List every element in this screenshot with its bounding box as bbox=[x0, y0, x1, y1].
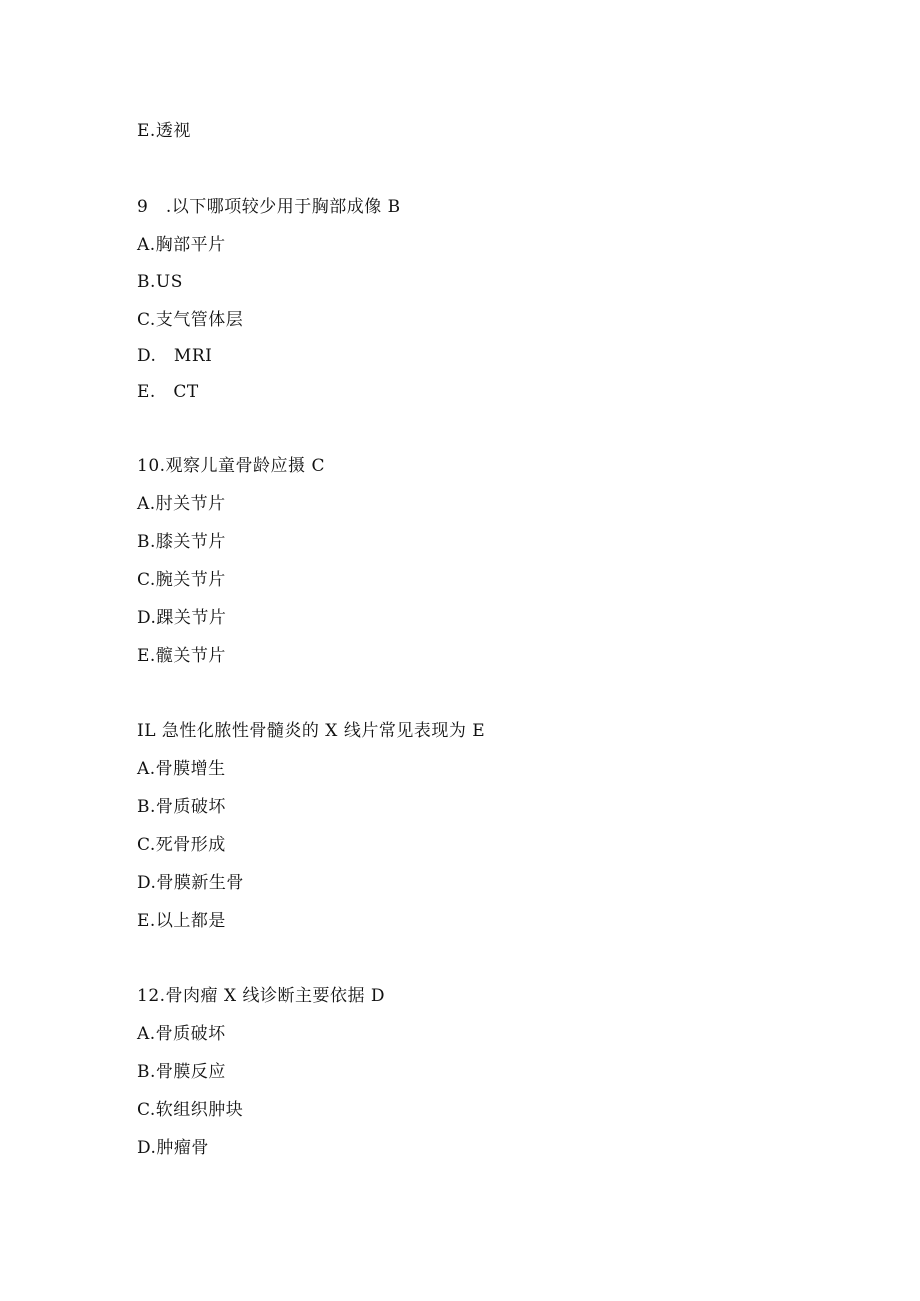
question-9-option-d: D. MRI bbox=[137, 346, 213, 366]
question-11-option-d: D.骨膜新生骨 bbox=[137, 873, 244, 893]
question-11-option-e: E.以上都是 bbox=[137, 911, 226, 931]
question-10-stem: 10.观察儿童骨龄应摄 C bbox=[137, 456, 325, 476]
question-12-option-a: A.骨质破坏 bbox=[137, 1024, 226, 1044]
question-10-option-e: E.髋关节片 bbox=[137, 646, 226, 666]
question-9-option-a: A.胸部平片 bbox=[137, 235, 226, 255]
question-11-option-b: B.骨质破坏 bbox=[137, 797, 226, 817]
question-12-stem: 12.骨肉瘤 X 线诊断主要依据 D bbox=[137, 986, 385, 1006]
question-12-option-d: D.肿瘤骨 bbox=[137, 1138, 209, 1158]
question-12-option-c: C.软组织肿块 bbox=[137, 1100, 244, 1120]
question-10-option-c: C.腕关节片 bbox=[137, 570, 226, 590]
question-10-option-a: A.肘关节片 bbox=[137, 494, 226, 514]
question-12-option-b: B.骨膜反应 bbox=[137, 1062, 226, 1082]
option-e-previous: E.透视 bbox=[137, 121, 191, 141]
question-11-stem: IL 急性化脓性骨髓炎的 X 线片常见表现为 E bbox=[137, 721, 486, 741]
question-11-option-a: A.骨膜增生 bbox=[137, 759, 226, 779]
question-9-stem: 9 .以下哪项较少用于胸部成像 B bbox=[137, 197, 401, 217]
question-9-option-c: C.支气管体层 bbox=[137, 310, 244, 330]
question-9-option-e: E. CT bbox=[137, 382, 199, 402]
question-11-option-c: C.死骨形成 bbox=[137, 835, 226, 855]
question-10-option-b: B.膝关节片 bbox=[137, 532, 226, 552]
question-9-option-b: B.US bbox=[137, 272, 183, 292]
question-10-option-d: D.踝关节片 bbox=[137, 608, 227, 628]
